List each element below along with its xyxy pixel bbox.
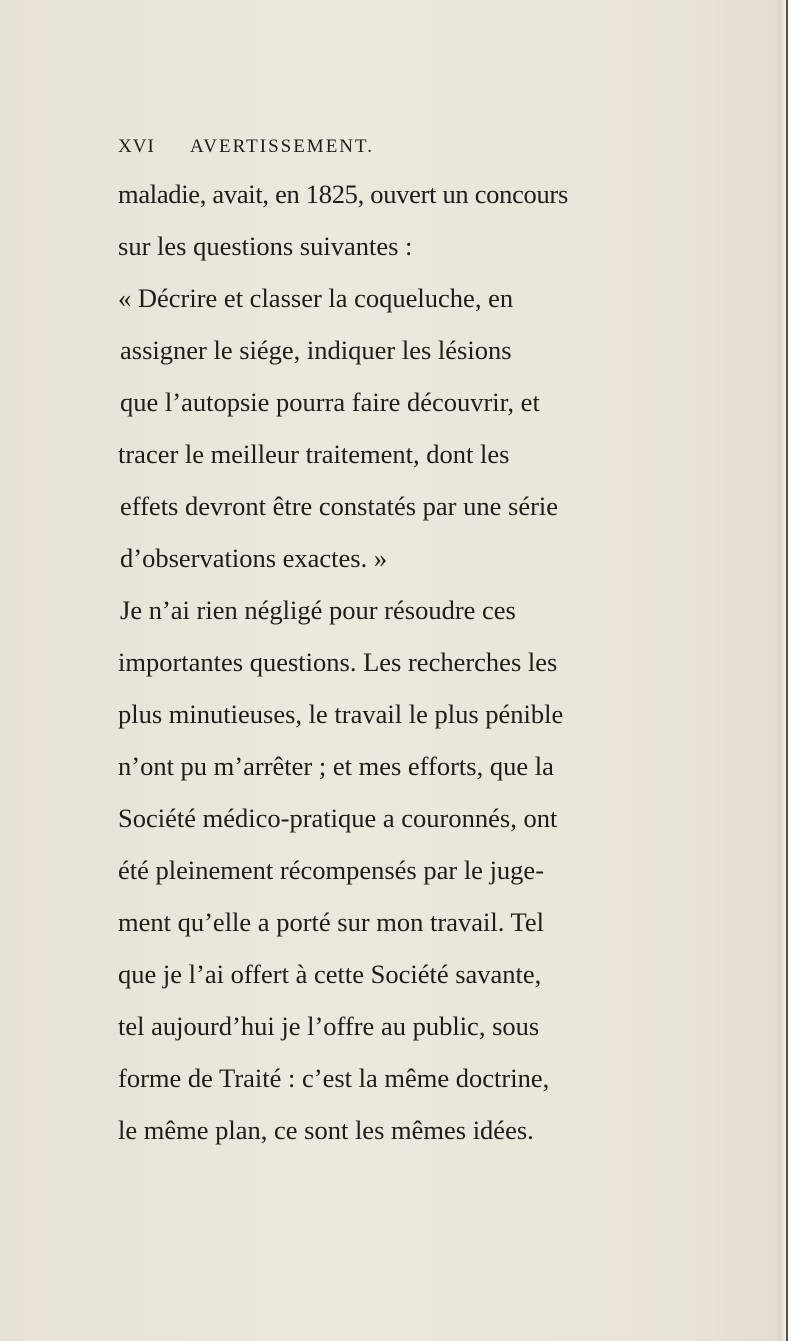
text-line: assigner le siége, indiquer les lésions <box>120 335 512 365</box>
text-line: maladie, avait, en 1825, ouvert un concours <box>118 179 568 209</box>
text-line: forme de Traité : c’est la même doctrine, <box>118 1063 550 1093</box>
text-line: d’observations exactes. » <box>120 543 388 573</box>
text-line: que je l’ai offert à cette Société savante, <box>118 959 542 989</box>
text-line: effets devront être constatés par une série <box>120 491 559 521</box>
text-line: n’ont pu m’arrêter ; et mes efforts, que la <box>118 751 554 781</box>
text-line: plus minutieuses, le travail le plus pénible <box>118 699 564 729</box>
body-text <box>118 168 728 1156</box>
text-line: sur les questions suivantes : <box>118 231 413 261</box>
text-line: Je n’ai rien négligé pour résoudre ces <box>120 595 516 625</box>
page-number: XVI <box>118 136 155 157</box>
text-line: que l’autopsie pourra faire découvrir, et <box>120 387 540 417</box>
text-line: tel aujourd’hui je l’offre au public, sous <box>118 1011 540 1041</box>
text-line: été pleinement récompensés par le juge- <box>118 855 545 885</box>
binding-edge-line <box>786 0 788 1341</box>
text-line: « Décrire et classer la coqueluche, en <box>118 283 514 313</box>
text-line: Société médico-pratique a couronnés, ont <box>118 803 558 833</box>
text-line: le même plan, ce sont les mêmes idées. <box>118 1115 534 1145</box>
text-line: tracer le meilleur traitement, dont les <box>118 439 510 469</box>
text-line: ment qu’elle a porté sur mon travail. Tel <box>118 907 544 937</box>
running-title: AVERTISSEMENT. <box>190 136 374 157</box>
running-head <box>118 136 638 160</box>
page-edge <box>778 0 800 1341</box>
text-line: importantes questions. Les recherches les <box>118 647 558 677</box>
